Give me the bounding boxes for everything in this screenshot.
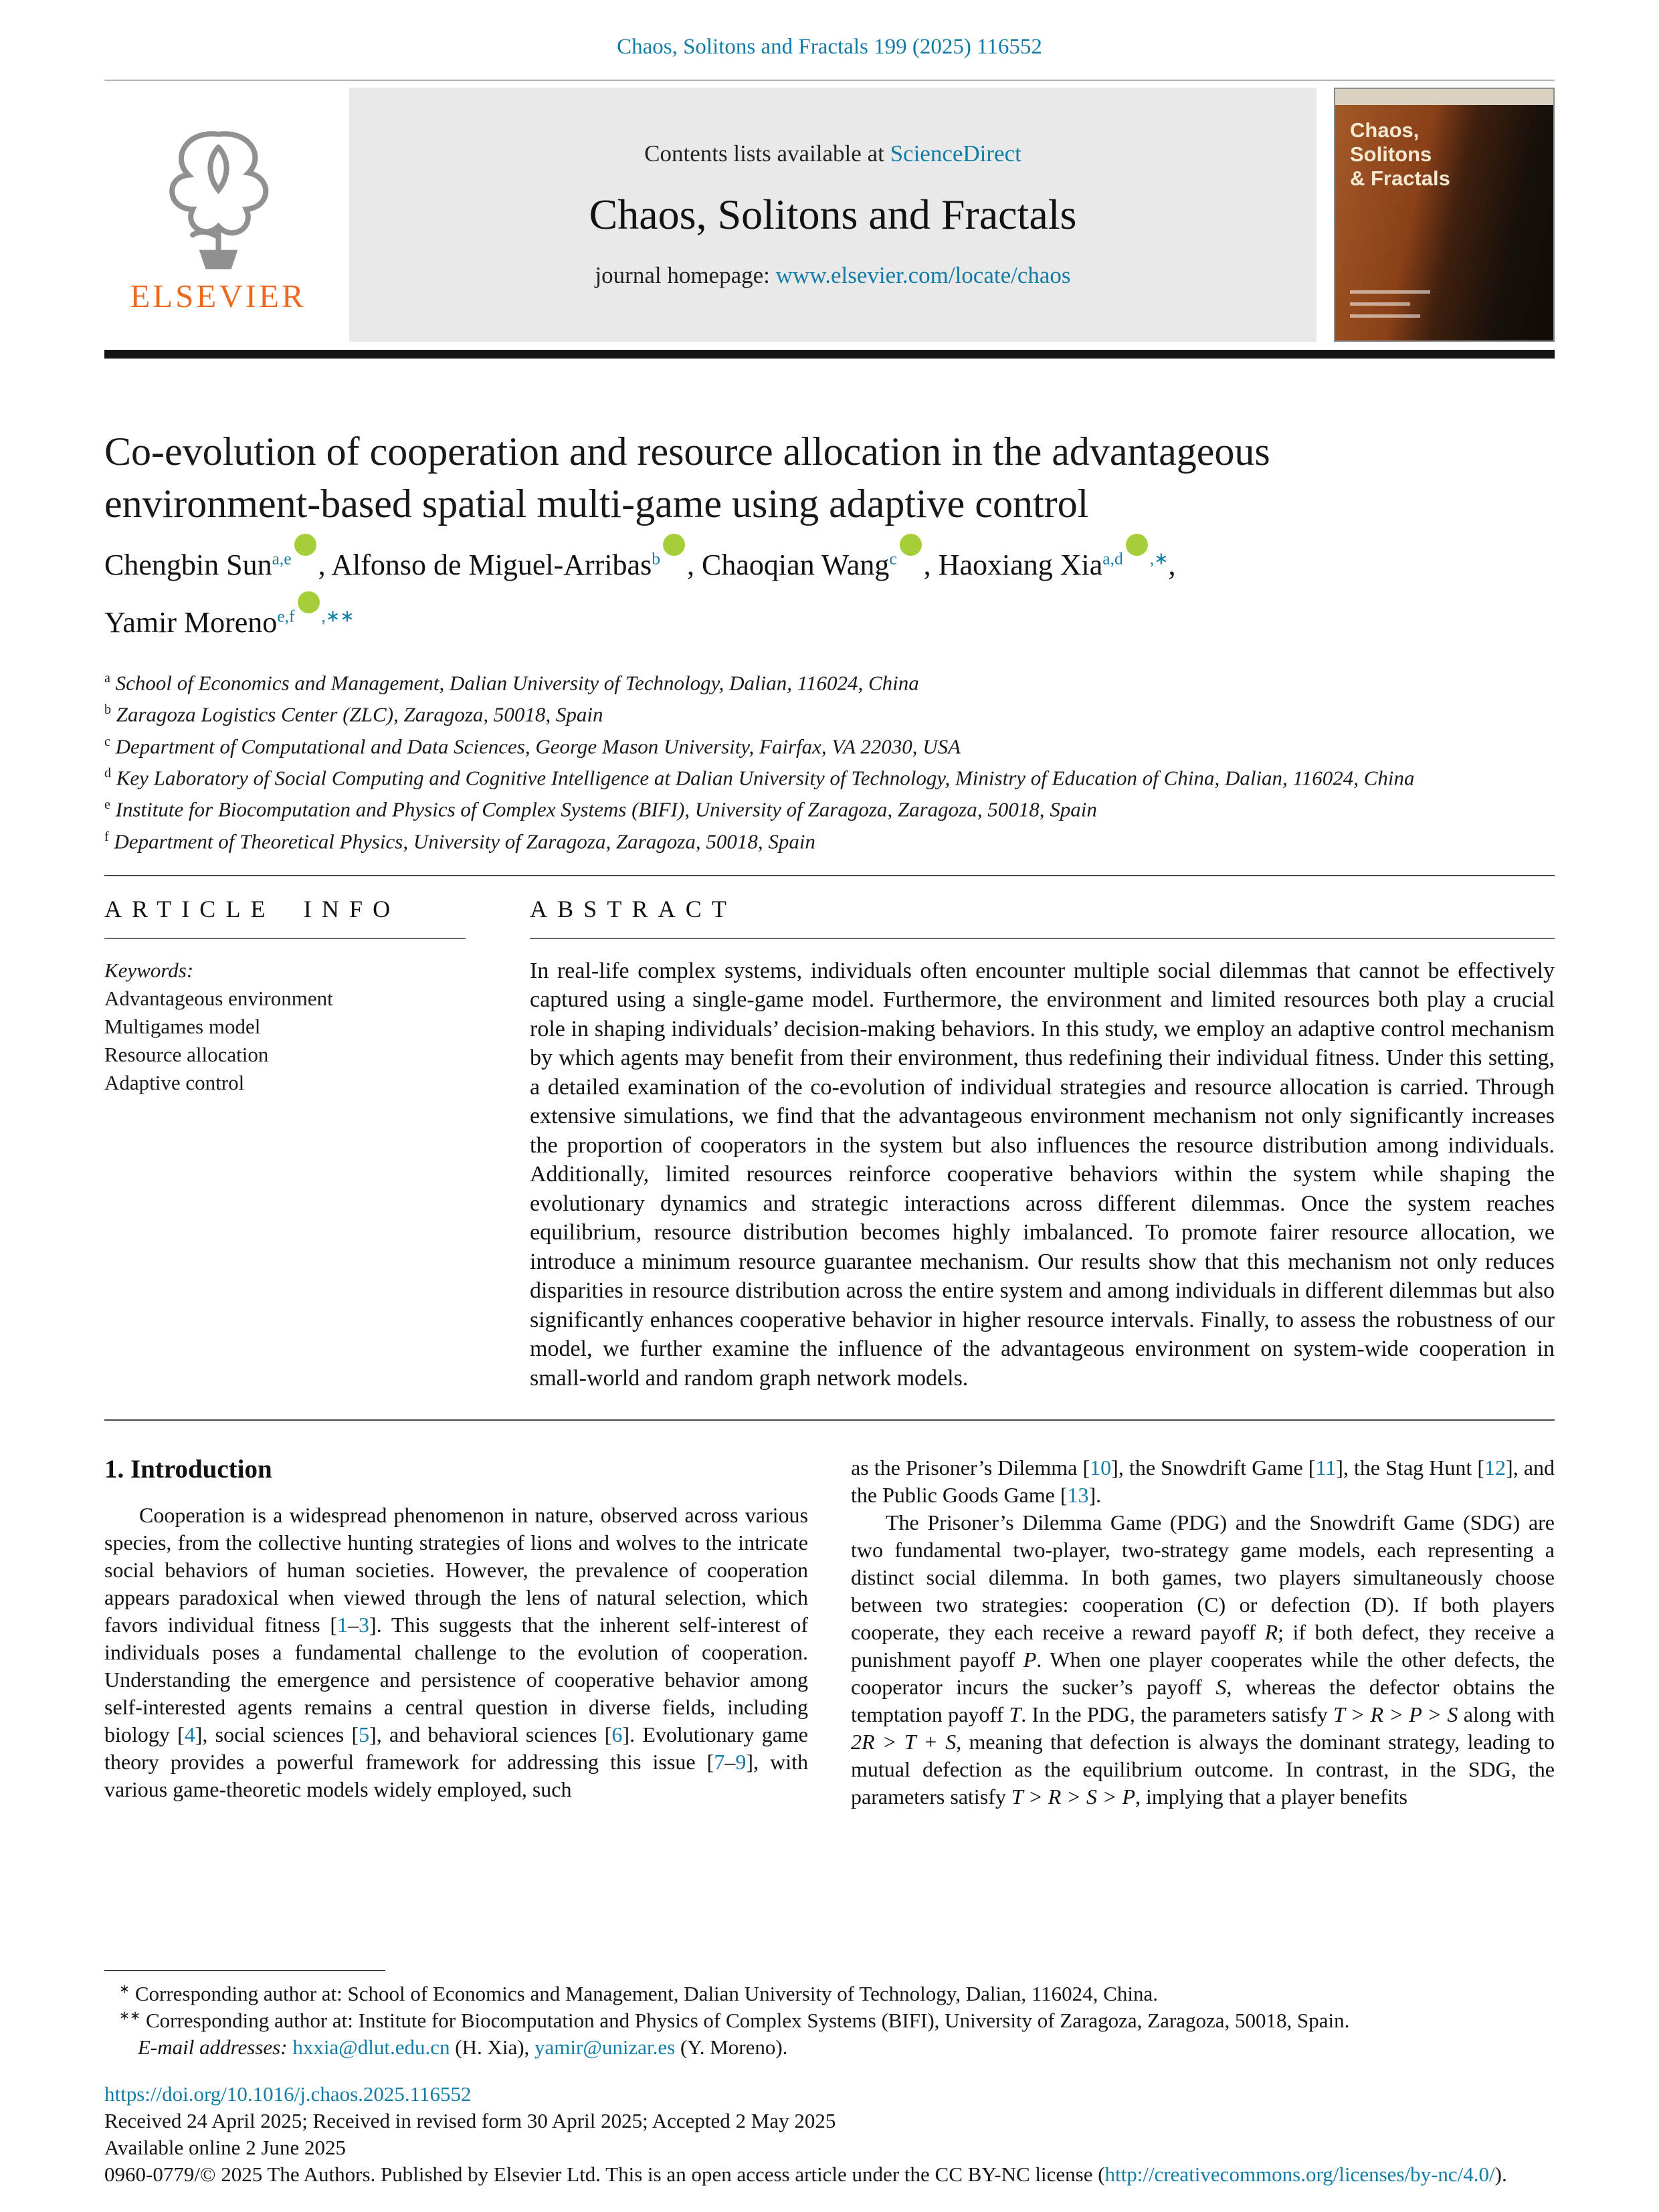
text-segment: Corresponding author at: Institute for Biocomputation and Physics of Complex Systems (BIFI), University of Zaragoza, Zaragoza, 50018, Spain. xyxy=(140,2009,1350,2032)
journal-title: Chaos, Solitons and Fractals xyxy=(589,191,1077,238)
text-segment: , whereas the defector obtains the temptation payoff xyxy=(851,1675,1555,1727)
author xyxy=(104,548,331,581)
contents-availability-line xyxy=(644,140,1021,167)
article-info-heading: ARTICLE INFO xyxy=(104,895,401,922)
affiliation-text: Key Laboratory of Social Computing and Cognitive Intelligence at Dalian University of Technology, Ministry of Education of China, Dalian, 116024, China xyxy=(116,766,1415,790)
orcid-icon-label: iD xyxy=(904,555,917,568)
reference-link[interactable]: 6 xyxy=(611,1722,623,1747)
abstract-column xyxy=(530,895,1555,1393)
orcid-icon[interactable] xyxy=(663,534,685,568)
affiliations xyxy=(104,665,1555,855)
footnote-rule xyxy=(104,1970,385,1971)
authors-line-2 xyxy=(104,591,1555,645)
affiliation-item xyxy=(104,728,1555,760)
keyword-item: Resource allocation xyxy=(104,1042,269,1066)
elsevier-logo[interactable] xyxy=(104,88,332,342)
math-expression: T > R > P > S xyxy=(1333,1702,1458,1727)
orcid-icon[interactable] xyxy=(298,591,320,625)
introduction-columns xyxy=(104,1454,1555,1811)
author xyxy=(331,548,702,581)
affiliation-item xyxy=(104,791,1555,823)
text-segment: , meaning that defection is always the dominant strategy, leading to mutual defection as the equilibrium outcome. In contrast, in the SDG, the parameters satisfy xyxy=(851,1730,1555,1809)
author-note-sup: ,∗ xyxy=(1149,548,1169,569)
text-segment: journal homepage: xyxy=(595,262,776,288)
reference-link[interactable]: 10 xyxy=(1090,1455,1112,1480)
author-affiliation-sup: e,f xyxy=(277,606,295,626)
article-info-abstract-block xyxy=(104,875,1555,1421)
paragraph xyxy=(851,1509,1555,1811)
author-separator: , xyxy=(318,548,332,581)
text-segment: ], and the Public Goods Game [ xyxy=(851,1455,1555,1508)
affiliation-item xyxy=(104,696,1555,728)
footnote-marker: ∗∗ xyxy=(119,2009,141,2023)
text-segment: – xyxy=(724,1750,736,1775)
text-segment: 0960-0779/© 2025 The Authors. Published by Elsevier Ltd. This is an open access article under the CC BY-NC license ( xyxy=(104,2163,1105,2186)
text-segment: Corresponding author at: School of Economics and Management, Dalian University of Technology, Dalian, 116024, China. xyxy=(130,1982,1158,2005)
author-separator: , xyxy=(1168,548,1176,581)
text-segment: , implying that a player benefits xyxy=(1135,1785,1407,1809)
text-segment: ). xyxy=(1494,2163,1507,2186)
math-expression: T xyxy=(1009,1702,1021,1727)
author-affiliation-sup: a,e xyxy=(272,548,292,569)
author xyxy=(104,606,355,639)
abstract-heading-rule xyxy=(530,938,1555,939)
orcid-icon-label: iD xyxy=(1131,555,1143,568)
reference-link[interactable]: 5 xyxy=(359,1722,370,1747)
inline-link[interactable]: www.elsevier.com/locate/chaos xyxy=(775,262,1071,288)
reference-link[interactable]: 13 xyxy=(1067,1483,1089,1508)
reference-link[interactable]: 7 xyxy=(714,1750,725,1775)
text-segment: – xyxy=(348,1613,359,1637)
author xyxy=(939,548,1176,581)
text-segment: . When one player cooperates while the other defects, the cooperator incurs the sucker’s payoff xyxy=(851,1647,1555,1700)
orcid-icon[interactable] xyxy=(900,534,922,568)
text-segment: . In the PDG, the parameters satisfy xyxy=(1021,1702,1334,1727)
orcid-icon[interactable] xyxy=(1126,534,1148,568)
orcid-icon-label: iD xyxy=(668,555,680,568)
article-title-line: Co-evolution of cooperation and resource allocation in the advantageous xyxy=(104,429,1270,474)
abstract-heading: ABSTRACT xyxy=(530,895,737,922)
text-segment: ]. This suggests that the inherent self-interest of individuals poses a fundamental challenge to the evolution of cooperation. Understanding the emergence and persistence of cooperative behavior among self-interested agents remains a central question in diverse fields, including biology [ xyxy=(104,1613,809,1747)
elsevier-tree-icon xyxy=(143,115,294,276)
cover-title-line: Solitons xyxy=(1350,142,1432,166)
text-segment: (Y. Moreno). xyxy=(675,2035,788,2059)
author-name: Chengbin Sun xyxy=(104,548,272,581)
affiliation-sup: b xyxy=(104,702,111,718)
affiliation-sup: c xyxy=(104,734,110,749)
affiliation-item xyxy=(104,665,1555,696)
author-name: Yamir Moreno xyxy=(104,606,278,639)
reference-link[interactable]: 1 xyxy=(337,1613,349,1637)
email-addresses-line xyxy=(104,2034,1555,2061)
text-segment: The Prisoner’s Dilemma Game (PDG) and the Snowdrift Game (SDG) are two fundamental two-player, two-strategy game models, each representing a distinct social dilemma. In both games, two players simultaneously choose between two strategies: cooperation (C) or defection (D). If both players cooperate, they each receive a reward payoff xyxy=(851,1510,1555,1645)
article-title-line: environment-based spatial multi-game using adaptive control xyxy=(104,482,1089,526)
text-segment: as the Prisoner’s Dilemma [ xyxy=(851,1455,1090,1480)
math-expression: 2R > T + S xyxy=(851,1730,957,1754)
journal-cover[interactable] xyxy=(1334,88,1555,342)
authors-line-1 xyxy=(104,534,1555,587)
math-expression: P xyxy=(1023,1647,1037,1672)
affiliation-item xyxy=(104,760,1555,791)
intro-left-column xyxy=(104,1454,808,1811)
page-footer xyxy=(104,1970,1555,2188)
affiliation-text: Zaragoza Logistics Center (ZLC), Zaragoza, 50018, Spain xyxy=(116,702,603,726)
text-segment: (H. Xia), xyxy=(450,2035,535,2059)
text-segment: along with xyxy=(1458,1702,1555,1727)
cover-decoration xyxy=(1350,302,1410,306)
math-expression: S xyxy=(1215,1675,1227,1700)
author-affiliation-sup: c xyxy=(889,548,897,569)
received-dates: Received 24 April 2025; Received in revised form 30 April 2025; Accepted 2 May 2025 xyxy=(104,2109,836,2132)
keyword-item: Advantageous environment xyxy=(104,986,333,1010)
keyword-item: Multigames model xyxy=(104,1014,261,1038)
affiliation-text: Department of Computational and Data Sciences, George Mason University, Fairfax, VA 22030, USA xyxy=(115,734,961,758)
header-center-panel xyxy=(349,88,1316,342)
elsevier-wordmark: ELSEVIER xyxy=(130,277,306,314)
abstract-text: In real-life complex systems, individuals often encounter multiple social dilemmas that cannot be effectively captured using a single-game model. Furthermore, the environment and limited resources both play a crucial role in shaping individuals’ decision-making behaviors. In this study, we employ an adaptive control mechanism by which agents may benefit from their environment, thus redefining their individual fitness. Under this setting, a detailed examination of the co-evolution of individual strategies and resource allocation is carried. Through extensive simulations, we find that the advantageous environment mechanism not only significantly increases the proportion of cooperators in the system but also influences the resource distribution among individuals. Additionally, limited resources reinforce cooperative behaviors within the system while shaping the evolutionary dynamics and strategic interactions across different dilemmas. Once the system reaches equilibrium, resource distribution becomes highly imbalanced. To promote fairer resource allocation, we introduce a minimum resource guarantee mechanism. Our results show that this mechanism not only reduces disparities in resource distribution across the entire system and among individuals in different dilemmas but also significantly enhances cooperative behavior in higher resource intervals. Finally, to assess the robustness of our model, we further examine the influence of the advantageous environment on system-wide cooperation in small-world and random graph network models. xyxy=(530,958,1555,1391)
text-segment: ], and behavioral sciences [ xyxy=(369,1722,612,1747)
reference-link[interactable]: 3 xyxy=(359,1613,370,1637)
affiliation-text: Department of Theoretical Physics, University of Zaragoza, Zaragoza, 50018, Spain xyxy=(114,829,815,853)
author-name: Haoxiang Xia xyxy=(938,548,1103,581)
reference-link[interactable]: 9 xyxy=(735,1750,747,1775)
cover-title-line: & Fractals xyxy=(1350,167,1450,190)
affiliation-sup: d xyxy=(104,765,111,781)
paragraph xyxy=(104,1502,808,1803)
intro-right-column xyxy=(851,1454,1555,1811)
orcid-icon[interactable] xyxy=(294,534,316,568)
author-separator: , xyxy=(686,548,702,581)
text-segment: ; if both defect, they receive a punishment payoff xyxy=(851,1620,1555,1672)
paragraph xyxy=(851,1454,1555,1509)
inline-link[interactable]: http://creativecommons.org/licenses/by-nc/4.0/ xyxy=(1104,2163,1495,2186)
math-expression: R xyxy=(1264,1620,1278,1645)
article-info-column xyxy=(104,895,466,1393)
inline-link[interactable]: ScienceDirect xyxy=(890,140,1021,167)
footnote-corresponding-2 xyxy=(104,2007,1555,2034)
affiliation-item xyxy=(104,823,1555,855)
inline-link[interactable]: yamir@unizar.es xyxy=(534,2035,676,2059)
orcid-icon-label: iD xyxy=(302,612,315,625)
affiliation-sup: e xyxy=(104,797,110,813)
section-heading-introduction: 1. Introduction xyxy=(104,1455,272,1484)
article-title xyxy=(104,425,1555,530)
keywords-label: Keywords: xyxy=(104,958,194,982)
orcid-icon-label: iD xyxy=(299,555,312,568)
publication-info xyxy=(104,2081,1555,2188)
text-segment: ]. Evolutionary game theory provides a powerful framework for addressing this issue [ xyxy=(104,1722,809,1775)
doi-link[interactable]: https://doi.org/10.1016/j.chaos.2025.116552 xyxy=(104,2082,472,2106)
cover-decoration xyxy=(1350,290,1430,294)
article-info-heading-rule xyxy=(104,938,466,939)
text-segment: Cooperation is a widespread phenomenon in nature, observed across various species, from the collective hunting strategies of lions and wolves to the intricate social behaviors of human societies. However, the prevalence of cooperation appears paradoxical when viewed through the lens of natural selection, which favors individual fitness [ xyxy=(104,1503,808,1637)
footnote-marker: ∗ xyxy=(119,1982,130,1997)
author-name: Chaoqian Wang xyxy=(701,548,890,581)
author xyxy=(702,548,939,581)
affiliation-sup: f xyxy=(104,829,109,844)
header-divider-bar xyxy=(104,350,1555,359)
journal-citation[interactable]: Chaos, Solitons and Fractals 199 (2025) 116552 xyxy=(617,35,1042,59)
copyright-line xyxy=(104,2161,1555,2188)
footnote-corresponding-1 xyxy=(104,1981,1555,2007)
affiliation-text: School of Economics and Management, Dalian University of Technology, Dalian, 116024, China xyxy=(115,671,919,695)
text-segment: ], the Stag Hunt [ xyxy=(1336,1455,1485,1480)
math-expression: T > R > S > P xyxy=(1011,1785,1135,1809)
author-affiliation-sup: a,d xyxy=(1102,548,1123,569)
text-segment: ], the Snowdrift Game [ xyxy=(1111,1455,1316,1480)
text-segment: ], with various game-theoretic models widely employed, such xyxy=(104,1750,809,1802)
reference-link[interactable]: 12 xyxy=(1484,1455,1506,1480)
text-segment: ], social sciences [ xyxy=(195,1722,359,1747)
header-banner xyxy=(104,80,1555,342)
reference-link[interactable]: 4 xyxy=(184,1722,195,1747)
cover-decoration xyxy=(1350,314,1420,318)
available-online: Available online 2 June 2025 xyxy=(104,2136,347,2159)
cover-title-line: Chaos, xyxy=(1350,118,1420,142)
inline-link[interactable]: hxxia@dlut.edu.cn xyxy=(292,2035,450,2059)
text-segment: Contents lists available at xyxy=(644,140,890,167)
author-separator: , xyxy=(923,548,939,581)
keyword-item: Adaptive control xyxy=(104,1070,245,1094)
cover-title xyxy=(1350,118,1450,191)
author-name: Alfonso de Miguel-Arribas xyxy=(331,548,652,581)
author-note-sup: ,∗∗ xyxy=(321,606,355,626)
text-segment: ]. xyxy=(1088,1483,1102,1508)
affiliation-text: Institute for Biocomputation and Physics of Complex Systems (BIFI), University of Zaragoza, Zaragoza, 50018, Spain xyxy=(115,797,1097,821)
journal-homepage-line xyxy=(595,262,1070,289)
author-affiliation-sup: b xyxy=(652,548,660,569)
cover-top-strip xyxy=(1335,89,1553,105)
italic-label: E-mail addresses: xyxy=(138,2035,293,2059)
reference-link[interactable]: 11 xyxy=(1315,1455,1337,1480)
affiliation-sup: a xyxy=(104,671,110,686)
